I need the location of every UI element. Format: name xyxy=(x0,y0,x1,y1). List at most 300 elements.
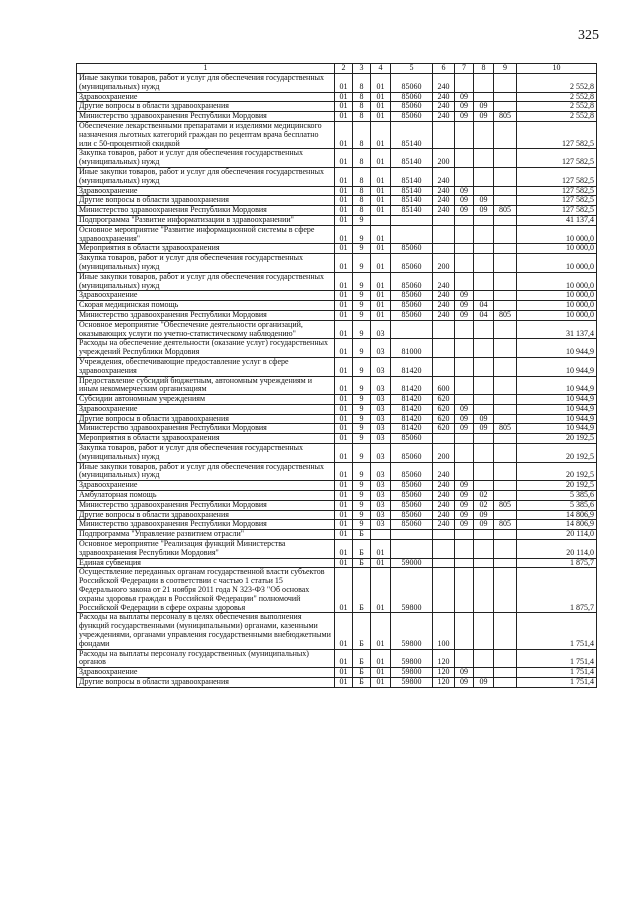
table-row xyxy=(77,320,597,339)
table-row xyxy=(77,462,597,481)
row-code-cell xyxy=(494,404,517,414)
row-amount-cell: 1 751,4 xyxy=(517,649,597,668)
row-code-cell xyxy=(455,530,474,540)
row-code-cell: 01 xyxy=(335,254,353,273)
row-code-cell xyxy=(433,339,455,358)
row-code-cell: 01 xyxy=(335,149,353,168)
row-code-cell xyxy=(474,320,494,339)
row-amount-cell: 10 000,0 xyxy=(517,225,597,244)
row-code-cell: 620 xyxy=(433,424,455,434)
row-amount-cell: 2 552,8 xyxy=(517,74,597,93)
row-code-cell xyxy=(494,215,517,225)
row-amount-cell: 20 114,0 xyxy=(517,540,597,559)
row-amount-cell: 10 000,0 xyxy=(517,254,597,273)
row-code-cell: 01 xyxy=(371,254,391,273)
row-code-cell: 620 xyxy=(433,395,455,405)
column-header: 10 xyxy=(517,64,597,74)
row-code-cell: 01 xyxy=(335,678,353,688)
row-code-cell xyxy=(474,613,494,649)
row-code-cell xyxy=(433,434,455,444)
table-row xyxy=(77,215,597,225)
row-code-cell xyxy=(494,434,517,444)
row-code-cell: 01 xyxy=(371,291,391,301)
table-row xyxy=(77,310,597,320)
row-code-cell: 240 xyxy=(433,481,455,491)
row-code-cell: 01 xyxy=(335,167,353,186)
row-code-cell: 09 xyxy=(455,520,474,530)
row-amount-cell: 10 944,9 xyxy=(517,339,597,358)
row-name-cell: Субсидии автономным учреждениям xyxy=(77,395,335,405)
row-code-cell xyxy=(494,102,517,112)
row-code-cell xyxy=(455,225,474,244)
table-row xyxy=(77,244,597,254)
table-row xyxy=(77,568,597,613)
row-name-cell: Закупка товаров, работ и услуг для обеспечения государственных (муниципальных) нужд xyxy=(77,444,335,463)
row-code-cell: 9 xyxy=(353,491,371,501)
row-code-cell: 03 xyxy=(371,357,391,376)
row-code-cell: 01 xyxy=(335,215,353,225)
table-row xyxy=(77,558,597,568)
row-code-cell: 81420 xyxy=(391,357,433,376)
table-row xyxy=(77,613,597,649)
row-code-cell xyxy=(494,530,517,540)
row-code-cell: 03 xyxy=(371,444,391,463)
row-code-cell xyxy=(494,149,517,168)
row-code-cell: 85140 xyxy=(391,149,433,168)
row-code-cell: 03 xyxy=(371,376,391,395)
row-code-cell: 85060 xyxy=(391,510,433,520)
row-name-cell: Расходы на выплаты персоналу в целях обеспечения выполнения функций государственными (муниципальными) органами, казенными учреждениями, органами управления государственными внебюджетными фондами xyxy=(77,613,335,649)
row-code-cell: 85060 xyxy=(391,481,433,491)
row-code-cell: 01 xyxy=(335,414,353,424)
row-code-cell: 9 xyxy=(353,301,371,311)
row-code-cell: 9 xyxy=(353,376,371,395)
row-code-cell: 01 xyxy=(335,339,353,358)
row-code-cell: 09 xyxy=(455,92,474,102)
row-code-cell: 85060 xyxy=(391,462,433,481)
row-code-cell: 01 xyxy=(335,92,353,102)
page-number: 325 xyxy=(578,28,599,43)
row-code-cell xyxy=(474,404,494,414)
row-code-cell xyxy=(494,491,517,501)
row-code-cell: 04 xyxy=(474,310,494,320)
row-code-cell: 01 xyxy=(371,121,391,148)
row-code-cell: 09 xyxy=(455,102,474,112)
row-code-cell xyxy=(494,668,517,678)
row-code-cell xyxy=(474,668,494,678)
row-code-cell: 01 xyxy=(335,74,353,93)
row-code-cell xyxy=(474,444,494,463)
row-code-cell: 9 xyxy=(353,320,371,339)
row-code-cell xyxy=(494,196,517,206)
row-code-cell xyxy=(494,301,517,311)
row-code-cell: 200 xyxy=(433,444,455,463)
row-amount-cell: 127 582,5 xyxy=(517,167,597,186)
row-code-cell xyxy=(455,649,474,668)
row-code-cell xyxy=(494,510,517,520)
row-code-cell: 240 xyxy=(433,291,455,301)
row-code-cell: 02 xyxy=(474,500,494,510)
row-code-cell: 09 xyxy=(474,112,494,122)
row-code-cell: 09 xyxy=(455,196,474,206)
row-code-cell: 240 xyxy=(433,310,455,320)
row-code-cell xyxy=(474,357,494,376)
row-code-cell: 8 xyxy=(353,149,371,168)
row-code-cell: 01 xyxy=(371,540,391,559)
row-code-cell: 09 xyxy=(474,678,494,688)
row-code-cell: 9 xyxy=(353,291,371,301)
row-code-cell: 9 xyxy=(353,462,371,481)
row-code-cell xyxy=(455,357,474,376)
row-code-cell: 01 xyxy=(371,568,391,613)
row-code-cell: 8 xyxy=(353,196,371,206)
row-code-cell: 59800 xyxy=(391,649,433,668)
table-row xyxy=(77,500,597,510)
row-code-cell: 81000 xyxy=(391,339,433,358)
row-code-cell xyxy=(494,74,517,93)
row-code-cell: 9 xyxy=(353,434,371,444)
row-code-cell: 9 xyxy=(353,244,371,254)
row-code-cell xyxy=(474,92,494,102)
row-code-cell xyxy=(433,244,455,254)
column-header: 5 xyxy=(391,64,433,74)
table-row xyxy=(77,196,597,206)
row-name-cell: Мероприятия в области здравоохранения xyxy=(77,244,335,254)
row-code-cell: 01 xyxy=(371,668,391,678)
row-code-cell xyxy=(433,320,455,339)
row-name-cell: Министерство здравоохранения Республики Мордовия xyxy=(77,500,335,510)
row-code-cell: 9 xyxy=(353,272,371,291)
row-code-cell xyxy=(391,320,433,339)
row-code-cell: 85060 xyxy=(391,102,433,112)
row-code-cell: 240 xyxy=(433,520,455,530)
table-row xyxy=(77,376,597,395)
row-code-cell xyxy=(433,568,455,613)
row-code-cell: 03 xyxy=(371,500,391,510)
row-amount-cell: 10 000,0 xyxy=(517,301,597,311)
row-code-cell xyxy=(494,649,517,668)
row-name-cell: Иные закупки товаров, работ и услуг для обеспечения государственных (муниципальных) нужд xyxy=(77,462,335,481)
row-code-cell: 09 xyxy=(474,424,494,434)
table-row xyxy=(77,414,597,424)
row-code-cell: 01 xyxy=(335,613,353,649)
row-code-cell xyxy=(494,225,517,244)
row-code-cell xyxy=(455,444,474,463)
row-code-cell: Б xyxy=(353,649,371,668)
row-code-cell: 9 xyxy=(353,414,371,424)
row-name-cell: Министерство здравоохранения Республики Мордовия xyxy=(77,310,335,320)
row-amount-cell: 127 582,5 xyxy=(517,186,597,196)
row-code-cell xyxy=(433,558,455,568)
row-amount-cell: 1 751,4 xyxy=(517,613,597,649)
row-amount-cell: 20 192,5 xyxy=(517,481,597,491)
row-code-cell: 81420 xyxy=(391,404,433,414)
row-code-cell: 240 xyxy=(433,500,455,510)
row-code-cell xyxy=(455,540,474,559)
row-code-cell: 01 xyxy=(335,530,353,540)
table-row xyxy=(77,424,597,434)
row-code-cell xyxy=(391,530,433,540)
row-code-cell xyxy=(455,254,474,273)
row-name-cell: Закупка товаров, работ и услуг для обеспечения государственных (муниципальных) нужд xyxy=(77,149,335,168)
row-name-cell: Предоставление субсидий бюджетным, автономным учреждениям и иным некоммерческим организациям xyxy=(77,376,335,395)
row-code-cell: 01 xyxy=(335,649,353,668)
row-code-cell: 09 xyxy=(455,186,474,196)
row-code-cell: Б xyxy=(353,678,371,688)
row-code-cell: 01 xyxy=(371,92,391,102)
row-amount-cell: 10 000,0 xyxy=(517,244,597,254)
table-row xyxy=(77,102,597,112)
table-row xyxy=(77,272,597,291)
row-code-cell: 620 xyxy=(433,404,455,414)
row-amount-cell: 127 582,5 xyxy=(517,206,597,216)
row-code-cell: 240 xyxy=(433,167,455,186)
row-code-cell xyxy=(455,244,474,254)
row-code-cell: 8 xyxy=(353,92,371,102)
row-code-cell xyxy=(474,74,494,93)
row-code-cell: 01 xyxy=(371,613,391,649)
row-amount-cell: 127 582,5 xyxy=(517,121,597,148)
row-code-cell: 09 xyxy=(455,291,474,301)
table-row xyxy=(77,444,597,463)
row-code-cell: 01 xyxy=(371,102,391,112)
row-code-cell: 85140 xyxy=(391,196,433,206)
row-amount-cell: 1 875,7 xyxy=(517,568,597,613)
column-header: 3 xyxy=(353,64,371,74)
row-name-cell: Амбулаторная помощь xyxy=(77,491,335,501)
row-code-cell: 240 xyxy=(433,462,455,481)
row-code-cell: 09 xyxy=(455,112,474,122)
row-code-cell xyxy=(474,149,494,168)
row-code-cell: 09 xyxy=(455,424,474,434)
row-code-cell xyxy=(433,225,455,244)
row-code-cell xyxy=(494,167,517,186)
header-row xyxy=(77,64,597,74)
row-code-cell: 85060 xyxy=(391,272,433,291)
row-code-cell xyxy=(474,186,494,196)
row-amount-cell: 14 806,9 xyxy=(517,510,597,520)
row-code-cell: 09 xyxy=(455,481,474,491)
row-code-cell: 120 xyxy=(433,649,455,668)
table-row xyxy=(77,186,597,196)
table-row xyxy=(77,510,597,520)
row-name-cell: Другие вопросы в области здравоохранения xyxy=(77,414,335,424)
row-code-cell: 200 xyxy=(433,149,455,168)
row-amount-cell: 2 552,8 xyxy=(517,102,597,112)
table-row xyxy=(77,92,597,102)
row-code-cell: 85060 xyxy=(391,301,433,311)
row-code-cell: 03 xyxy=(371,404,391,414)
row-code-cell xyxy=(455,272,474,291)
row-code-cell xyxy=(494,414,517,424)
row-code-cell: 01 xyxy=(335,558,353,568)
row-code-cell: 01 xyxy=(335,444,353,463)
row-code-cell: 01 xyxy=(335,520,353,530)
table-header xyxy=(77,64,597,74)
row-code-cell: 240 xyxy=(433,74,455,93)
row-amount-cell: 127 582,5 xyxy=(517,149,597,168)
row-code-cell xyxy=(474,254,494,273)
row-code-cell: 81420 xyxy=(391,376,433,395)
row-amount-cell: 10 944,9 xyxy=(517,376,597,395)
row-code-cell: 240 xyxy=(433,272,455,291)
column-header: 2 xyxy=(335,64,353,74)
row-code-cell: 01 xyxy=(371,558,391,568)
row-code-cell: 03 xyxy=(371,481,391,491)
row-code-cell xyxy=(474,540,494,559)
row-code-cell: 85140 xyxy=(391,167,433,186)
row-name-cell: Здравоохранение xyxy=(77,186,335,196)
column-header: 9 xyxy=(494,64,517,74)
row-code-cell: 01 xyxy=(335,481,353,491)
row-code-cell xyxy=(455,395,474,405)
row-code-cell: 85060 xyxy=(391,500,433,510)
row-code-cell: Б xyxy=(353,613,371,649)
row-code-cell: 09 xyxy=(474,102,494,112)
row-amount-cell: 14 806,9 xyxy=(517,520,597,530)
row-code-cell: 01 xyxy=(371,301,391,311)
row-code-cell xyxy=(474,649,494,668)
row-code-cell xyxy=(455,74,474,93)
row-name-cell: Основное мероприятие "Обеспечение деятельности организаций, оказывающих услуги по учетно-статистическому наблюдению" xyxy=(77,320,335,339)
row-code-cell: 01 xyxy=(371,225,391,244)
row-name-cell: Иные закупки товаров, работ и услуг для обеспечения государственных (муниципальных) нужд xyxy=(77,74,335,93)
row-code-cell: Б xyxy=(353,530,371,540)
row-code-cell: 01 xyxy=(335,404,353,414)
row-code-cell: 85140 xyxy=(391,206,433,216)
row-code-cell xyxy=(433,121,455,148)
row-code-cell: 01 xyxy=(335,112,353,122)
budget-table xyxy=(76,63,597,688)
row-code-cell xyxy=(455,376,474,395)
row-code-cell xyxy=(455,339,474,358)
row-code-cell xyxy=(474,215,494,225)
row-code-cell: 85060 xyxy=(391,244,433,254)
row-code-cell: 01 xyxy=(335,291,353,301)
row-name-cell: Другие вопросы в области здравоохранения xyxy=(77,102,335,112)
row-code-cell: 59000 xyxy=(391,558,433,568)
row-name-cell: Расходы на выплаты персоналу государственных (муниципальных) органов xyxy=(77,649,335,668)
row-code-cell: Б xyxy=(353,668,371,678)
row-code-cell: 81420 xyxy=(391,414,433,424)
table-row xyxy=(77,121,597,148)
row-code-cell xyxy=(494,395,517,405)
row-name-cell: Скорая медицинская помощь xyxy=(77,301,335,311)
row-code-cell: 01 xyxy=(335,434,353,444)
row-code-cell: 09 xyxy=(455,510,474,520)
row-code-cell: 03 xyxy=(371,520,391,530)
row-code-cell: 9 xyxy=(353,254,371,273)
row-code-cell xyxy=(494,481,517,491)
row-amount-cell: 10 944,9 xyxy=(517,404,597,414)
row-code-cell: 81420 xyxy=(391,424,433,434)
row-code-cell: 9 xyxy=(353,357,371,376)
row-code-cell: 09 xyxy=(455,491,474,501)
row-code-cell: 01 xyxy=(371,186,391,196)
row-code-cell: 09 xyxy=(455,301,474,311)
row-code-cell: 01 xyxy=(335,395,353,405)
row-code-cell: 03 xyxy=(371,414,391,424)
row-code-cell: 8 xyxy=(353,206,371,216)
row-code-cell xyxy=(494,320,517,339)
row-code-cell: 85060 xyxy=(391,112,433,122)
row-code-cell: 01 xyxy=(335,462,353,481)
row-code-cell: 805 xyxy=(494,520,517,530)
row-code-cell xyxy=(455,215,474,225)
row-code-cell: 9 xyxy=(353,500,371,510)
row-code-cell: 9 xyxy=(353,215,371,225)
row-code-cell: 9 xyxy=(353,424,371,434)
row-amount-cell: 41 137,4 xyxy=(517,215,597,225)
row-code-cell: 805 xyxy=(494,310,517,320)
row-code-cell: 01 xyxy=(335,225,353,244)
row-code-cell xyxy=(474,244,494,254)
row-code-cell xyxy=(391,215,433,225)
row-name-cell: Подпрограмма "Развитие информатизации в здравоохранении" xyxy=(77,215,335,225)
row-code-cell: 9 xyxy=(353,395,371,405)
row-code-cell: 59800 xyxy=(391,568,433,613)
row-code-cell xyxy=(494,244,517,254)
row-code-cell: 01 xyxy=(335,357,353,376)
row-code-cell: 120 xyxy=(433,668,455,678)
row-name-cell: Министерство здравоохранения Республики Мордовия xyxy=(77,112,335,122)
table-row xyxy=(77,112,597,122)
row-name-cell: Здравоохранение xyxy=(77,404,335,414)
row-code-cell: 03 xyxy=(371,339,391,358)
row-code-cell: 85140 xyxy=(391,121,433,148)
row-code-cell: 85060 xyxy=(391,74,433,93)
row-code-cell: 01 xyxy=(335,102,353,112)
table-row xyxy=(77,357,597,376)
row-code-cell: 09 xyxy=(474,510,494,520)
table-row xyxy=(77,481,597,491)
row-code-cell: 240 xyxy=(433,112,455,122)
row-code-cell xyxy=(494,376,517,395)
row-code-cell: 9 xyxy=(353,510,371,520)
row-code-cell: 03 xyxy=(371,491,391,501)
row-code-cell: 240 xyxy=(433,186,455,196)
row-code-cell: 240 xyxy=(433,510,455,520)
row-code-cell: 01 xyxy=(371,244,391,254)
table-row xyxy=(77,339,597,358)
row-code-cell: 01 xyxy=(335,196,353,206)
row-name-cell: Мероприятия в области здравоохранения xyxy=(77,434,335,444)
row-code-cell: 8 xyxy=(353,102,371,112)
table-row xyxy=(77,530,597,540)
row-code-cell: 8 xyxy=(353,186,371,196)
row-code-cell: 805 xyxy=(494,206,517,216)
row-name-cell: Расходы на обеспечение деятельности (оказание услуг) государственных учреждений Республики Мордовия xyxy=(77,339,335,358)
row-code-cell: 03 xyxy=(371,510,391,520)
row-code-cell: 01 xyxy=(371,112,391,122)
row-amount-cell: 2 552,8 xyxy=(517,92,597,102)
row-code-cell: 01 xyxy=(335,510,353,520)
row-code-cell: Б xyxy=(353,558,371,568)
row-code-cell xyxy=(455,568,474,613)
row-name-cell: Иные закупки товаров, работ и услуг для обеспечения государственных (муниципальных) нужд xyxy=(77,167,335,186)
row-name-cell: Здравоохранение xyxy=(77,92,335,102)
row-code-cell xyxy=(494,357,517,376)
row-code-cell xyxy=(474,530,494,540)
row-code-cell: 01 xyxy=(371,649,391,668)
row-code-cell: Б xyxy=(353,568,371,613)
row-amount-cell: 31 137,4 xyxy=(517,320,597,339)
row-code-cell xyxy=(494,540,517,559)
row-code-cell xyxy=(455,434,474,444)
row-code-cell: 03 xyxy=(371,395,391,405)
row-code-cell xyxy=(391,540,433,559)
row-code-cell xyxy=(474,434,494,444)
